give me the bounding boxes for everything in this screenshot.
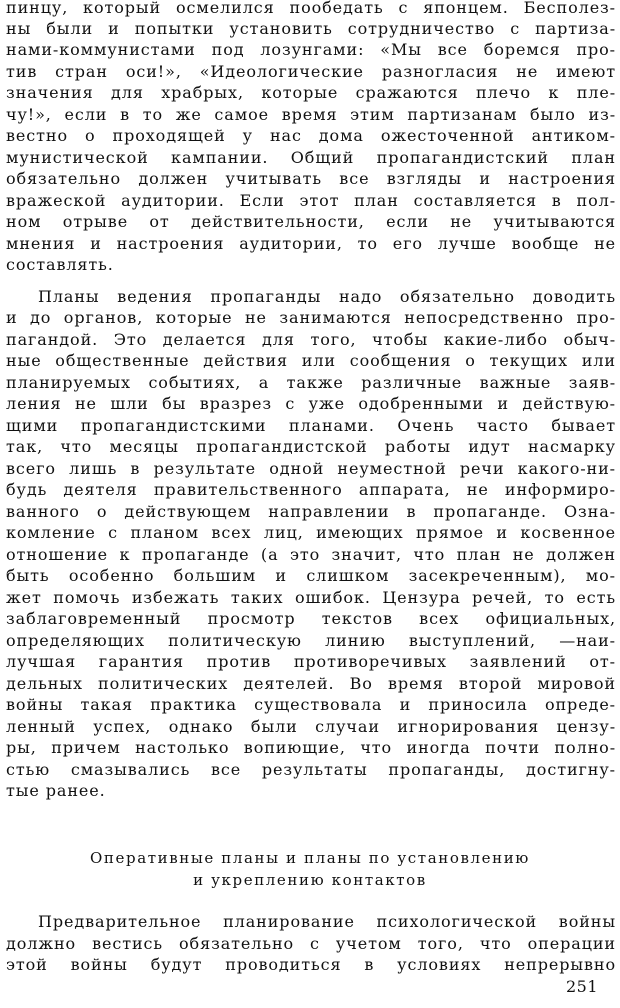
text-line: так, что месяцы пропагандистской работы идут насмарку xyxy=(6,437,616,456)
text-line: стью смазывались все результаты пропаганды, достигну- xyxy=(6,760,616,779)
text-line: ры, причем настолько вопиющие, что иногда почти полно- xyxy=(6,738,616,757)
text-line: чу!», если в то же самое время этим партизанам было из- xyxy=(6,105,616,124)
text-line: нами-коммунистами под лозунгами: «Мы все боремся про- xyxy=(6,40,616,59)
text-line: определяющих политическую линию выступлений, —наи- xyxy=(6,631,616,650)
section-heading-line-2: и укреплению контактов xyxy=(193,871,427,889)
text-line: всего лишь в результате одной неуместной речи какого-ни- xyxy=(6,459,616,478)
text-line: тив стран оси!», «Идеологические разногласия не имеют xyxy=(6,62,616,81)
text-line: обязательно должен учитывать все взгляды и настроения xyxy=(6,169,616,188)
text-line: Планы ведения пропаганды надо обязательно доводить xyxy=(38,287,616,306)
text-line: ванного о действующем направлении в пропаганде. Озна- xyxy=(6,502,616,521)
text-line: значения для храбрых, которые сражаются плечо к пле- xyxy=(6,83,616,102)
text-line: отношение к пропаганде (а это значит, что план не должен xyxy=(6,545,616,564)
text-line: ленный успех, однако были случаи игнорирования цензу- xyxy=(6,717,616,736)
text-line: Предварительное планирование психологической войны xyxy=(38,912,616,931)
text-line: должно вестись обязательно с учетом того, что операции xyxy=(6,934,616,953)
text-line: комление с планом всех лиц, имеющих прямое и косвенное xyxy=(6,523,616,542)
text-line: вражеской аудитории. Если этот план составляется в пол- xyxy=(6,191,616,210)
text-line: ном отрыве от действительности, если не учитываются xyxy=(6,212,616,231)
text-line: дельных политических деятелей. Во время второй мировой xyxy=(6,674,616,693)
text-line: тые ранее. xyxy=(6,781,106,800)
text-line: лучшая гарантия против противоречивых заявлений от- xyxy=(6,652,616,671)
text-line: мнения и настроения аудитории, то его лучше вообще не xyxy=(6,234,616,253)
text-line: заблаговременный просмотр текстов всех официальных, xyxy=(6,609,616,628)
text-line: быть особенно большим и слишком засекреченным), мо- xyxy=(6,566,616,585)
section-heading-line-1: Оперативные планы и планы по установлению xyxy=(90,849,530,867)
text-line: планируемых событиях, а также различные важные заяв- xyxy=(6,373,616,392)
text-line: ления не шли бы вразрез с уже одобренными и действую- xyxy=(6,394,616,413)
text-line: войны такая практика существовала и приносила опреде- xyxy=(6,695,616,714)
text-line: составлять. xyxy=(6,255,114,274)
text-line: и до органов, которые не занимаются непосредственно про- xyxy=(6,308,616,327)
text-line: ны были и попытки установить сотрудничество с партиза- xyxy=(6,19,616,38)
text-line: ные общественные действия или сообщения о текущих или xyxy=(6,351,616,370)
text-line: пагандой. Это делается для того, чтобы какие-либо обыч- xyxy=(6,330,616,349)
text-line: этой войны будут проводиться в условиях непрерывно xyxy=(6,955,616,974)
text-line: мунистической кампании. Общий пропагандистский план xyxy=(6,148,616,167)
text-line: будь деятеля правительственного аппарата, не информиро- xyxy=(6,480,616,499)
text-line: пинцу, который осмелился пообедать с японцем. Бесполез- xyxy=(6,0,616,17)
page-number: 251 xyxy=(565,977,598,996)
text-line: вестно о проходящей у нас дома ожесточенной антиком- xyxy=(6,126,616,145)
text-line: жет помочь избежать таких ошибок. Цензура речей, то есть xyxy=(6,588,616,607)
text-line: щими пропагандистскими планами. Очень часто бывает xyxy=(6,416,616,435)
